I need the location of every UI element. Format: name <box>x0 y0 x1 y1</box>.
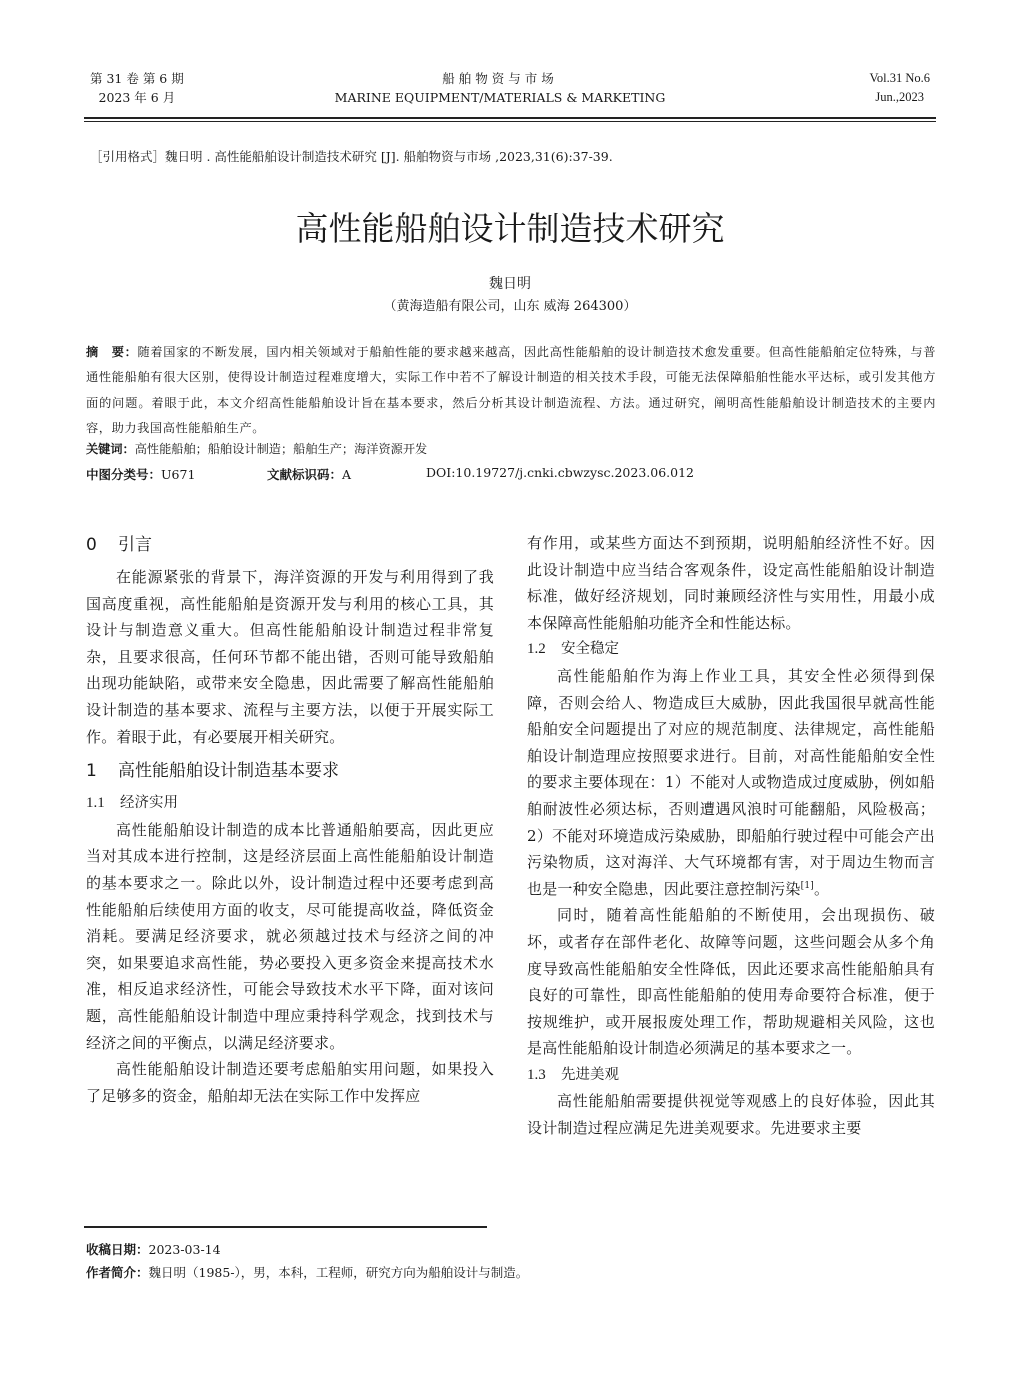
author-bio-label: 作者简介： <box>86 1265 149 1280</box>
abstract <box>86 340 936 441</box>
paragraph: 高性能船舶设计制造的成本比普通船舶要高，因此更应当对其成本进行控制，这是经济层面上高性能船舶设计制造的基本要求之一。除此以外，设计制造过程中还要考虑到高性能船舶后续使用方面的收支，尽可能提高收益，降低资金消耗。要满足经济要求，就必须越过技术与经济之间的冲突，如果要追求高性能，势必要投入更多资金来提高技术水准，相反追求经济性，可能会导致技术水平下降，面对该问题，高性能船舶设计制造中理应秉持科学观念，找到技术与经济之间的平衡点，以满足经济要求。 <box>86 820 494 1052</box>
doc-code-label: 文献标识码： <box>267 467 343 482</box>
section-number: 0 <box>86 535 97 555</box>
section-title: 引言 <box>118 535 152 555</box>
subsection-number: 1.2 <box>527 641 546 658</box>
citation-text: 魏日明 . 高性能船舶设计制造技术研究 [J]. 船舶物资与市场 ,2023,31(6):37-39. <box>165 149 613 164</box>
subsection-heading-1-2 <box>527 636 935 663</box>
author-bio-text: 魏日明（1985-），男，本科，工程师，研究方向为船舶设计与制造。 <box>148 1265 529 1280</box>
paragraph: 高性能船舶需要提供视觉等观感上的良好体验，因此其设计制造过程应满足先进美观要求。先进要求主要 <box>527 1092 935 1138</box>
section-number: 1 <box>86 761 97 782</box>
paragraph: 在能源紧张的背景下，海洋资源的开发与利用得到了我国高度重视，高性能船舶是资源开发与利用的核心工具，其设计与制造意义重大。但高性能船舶设计制造过程非常复杂，且要求很高，任何环节都不能出错，否则可能导致船舶出现功能缺陷，或带来安全隐患，因此需要了解高性能船舶设计制造的基本要求、流程与主要方法，以便于开展实际工作。着眼于此，有必要展开相关研究。 <box>86 568 494 746</box>
author-bio <box>86 1263 528 1281</box>
paper-title: 高性能船舶设计制造技术研究 <box>295 209 725 248</box>
section-heading-1 <box>86 756 494 790</box>
body-column-right <box>527 530 935 1142</box>
paragraph <box>527 663 935 902</box>
clc-number <box>86 465 195 483</box>
paragraph-continued: 有作用，或某些方面达不到预期，说明船舶经济性不好。因此设计制造中应当结合客观条件，设定高性能船舶设计制造标准，做好经济规划，同时兼顾经济性与实用性，用最小成本保障高性能船舶功能齐全和性能达标。 <box>527 534 935 632</box>
author-affiliation: （黄海造船有限公司，山东 威海 264300） <box>383 299 637 314</box>
keywords-label: 关键词： <box>86 442 135 456</box>
running-header-center <box>300 69 700 107</box>
subsection-title: 经济实用 <box>120 795 178 812</box>
received-label: 收稿日期： <box>86 1242 149 1257</box>
subsection-title: 先进美观 <box>561 1066 619 1083</box>
subsection-heading-1-1 <box>86 790 494 817</box>
date-cn: 2023 年 6 月 <box>98 90 176 105</box>
keywords-text: 高性能船舶；船舶设计制造；船舶生产；海洋资源开发 <box>134 442 428 456</box>
abstract-text: 随着国家的不断发展，国内相关领域对于船舶性能的要求越来越高，因此高性能船舶的设计制造技术愈发重要。但高性能船舶定位特殊，与普通性能船舶有很大区别，使得设计制造过程难度增大，实际工作中若不了解设计制造的相关技术手段，可能无法保障船舶性能水平达标，或引发其他方面的问题。着眼于此，本文介绍高性能船舶设计旨在基本要求，然后分析其设计制造流程、方法。通过研究，阐明高性能船舶设计制造技术的主要内容，助力我国高性能船舶生产。 <box>86 345 937 435</box>
document-code <box>267 465 351 483</box>
journal-name-en: MARINE EQUIPMENT/MATERIALS & MARKETING <box>334 90 666 105</box>
subsection-number: 1.3 <box>527 1066 546 1083</box>
received-date <box>86 1240 221 1258</box>
section-heading-0 <box>86 530 494 564</box>
journal-name-cn: 船舶物资与市场 <box>442 71 558 86</box>
paragraph: 高性能船舶设计制造还要考虑船舶实用问题，如果投入了足够多的资金，船舶却无法在实际工作中发挥应 <box>86 1060 494 1105</box>
received-value: 2023-03-14 <box>148 1242 221 1257</box>
running-header-right <box>869 69 930 107</box>
issue-en: Vol.31 No.6 <box>869 71 930 85</box>
subsection-heading-1-3 <box>527 1062 935 1089</box>
body-column-left <box>86 530 494 1109</box>
clc-value: U671 <box>161 467 196 482</box>
abstract-label: 摘 要： <box>86 345 138 359</box>
doi: DOI:10.19727/j.cnki.cbwzysc.2023.06.012 <box>426 465 694 480</box>
paragraph: 同时，随着高性能船舶的不断使用，会出现损伤、破坏，或者存在部件老化、故障等问题，这些问题会从多个角度导致高性能船舶安全性降低，因此还要求高性能船舶具有良好的可靠性，即高性能船舶的使用寿命要符合标准，便于按规维护，或开展报废处理工作，帮助规避相关风险，这也是高性能船舶设计制造必须满足的基本要求之一。 <box>527 906 935 1058</box>
section-title: 高性能船舶设计制造基本要求 <box>118 761 339 782</box>
date-en: Jun.,2023 <box>875 90 925 104</box>
footnote-rule <box>84 1226 487 1228</box>
header-rule-thin <box>84 121 936 122</box>
citation-format <box>90 147 935 165</box>
paragraph-text: 高性能船舶作为海上作业工具，其安全性必须得到保障，否则会给人、物造成巨大威胁，因此我国很早就高性能船舶安全问题提出了对应的规范制度、法律规定，高性能船舶设计制造理应按照要求进行。目前，对高性能船舶安全性的要求主要体现在：1）不能对人或物造成过度威胁，例如船舶耐波性必须达标，否则遭遇风浪时可能翻船，风险极高；2）不能对环境造成污染威胁，即船舶行驶过程中可能会产出污染物质，这对海洋、大气环境都有害，对于周边生物而言也是一种安全隐患，因此要注意控制污染 <box>527 666 935 898</box>
subsection-title: 安全稳定 <box>561 641 619 658</box>
author-name: 魏日明 <box>489 276 531 292</box>
paragraph-end: 。 <box>813 879 830 898</box>
subsection-number: 1.1 <box>86 795 105 812</box>
running-header-left <box>90 69 184 107</box>
keywords <box>86 440 427 457</box>
issue-cn: 第 31 卷 第 6 期 <box>90 71 184 86</box>
doc-code-value: A <box>342 467 352 482</box>
clc-label: 中图分类号： <box>86 467 162 482</box>
reference-marker[interactable]: [1] <box>800 880 814 891</box>
citation-label: ［引用格式］ <box>90 149 166 164</box>
header-rule-thick <box>84 117 936 119</box>
